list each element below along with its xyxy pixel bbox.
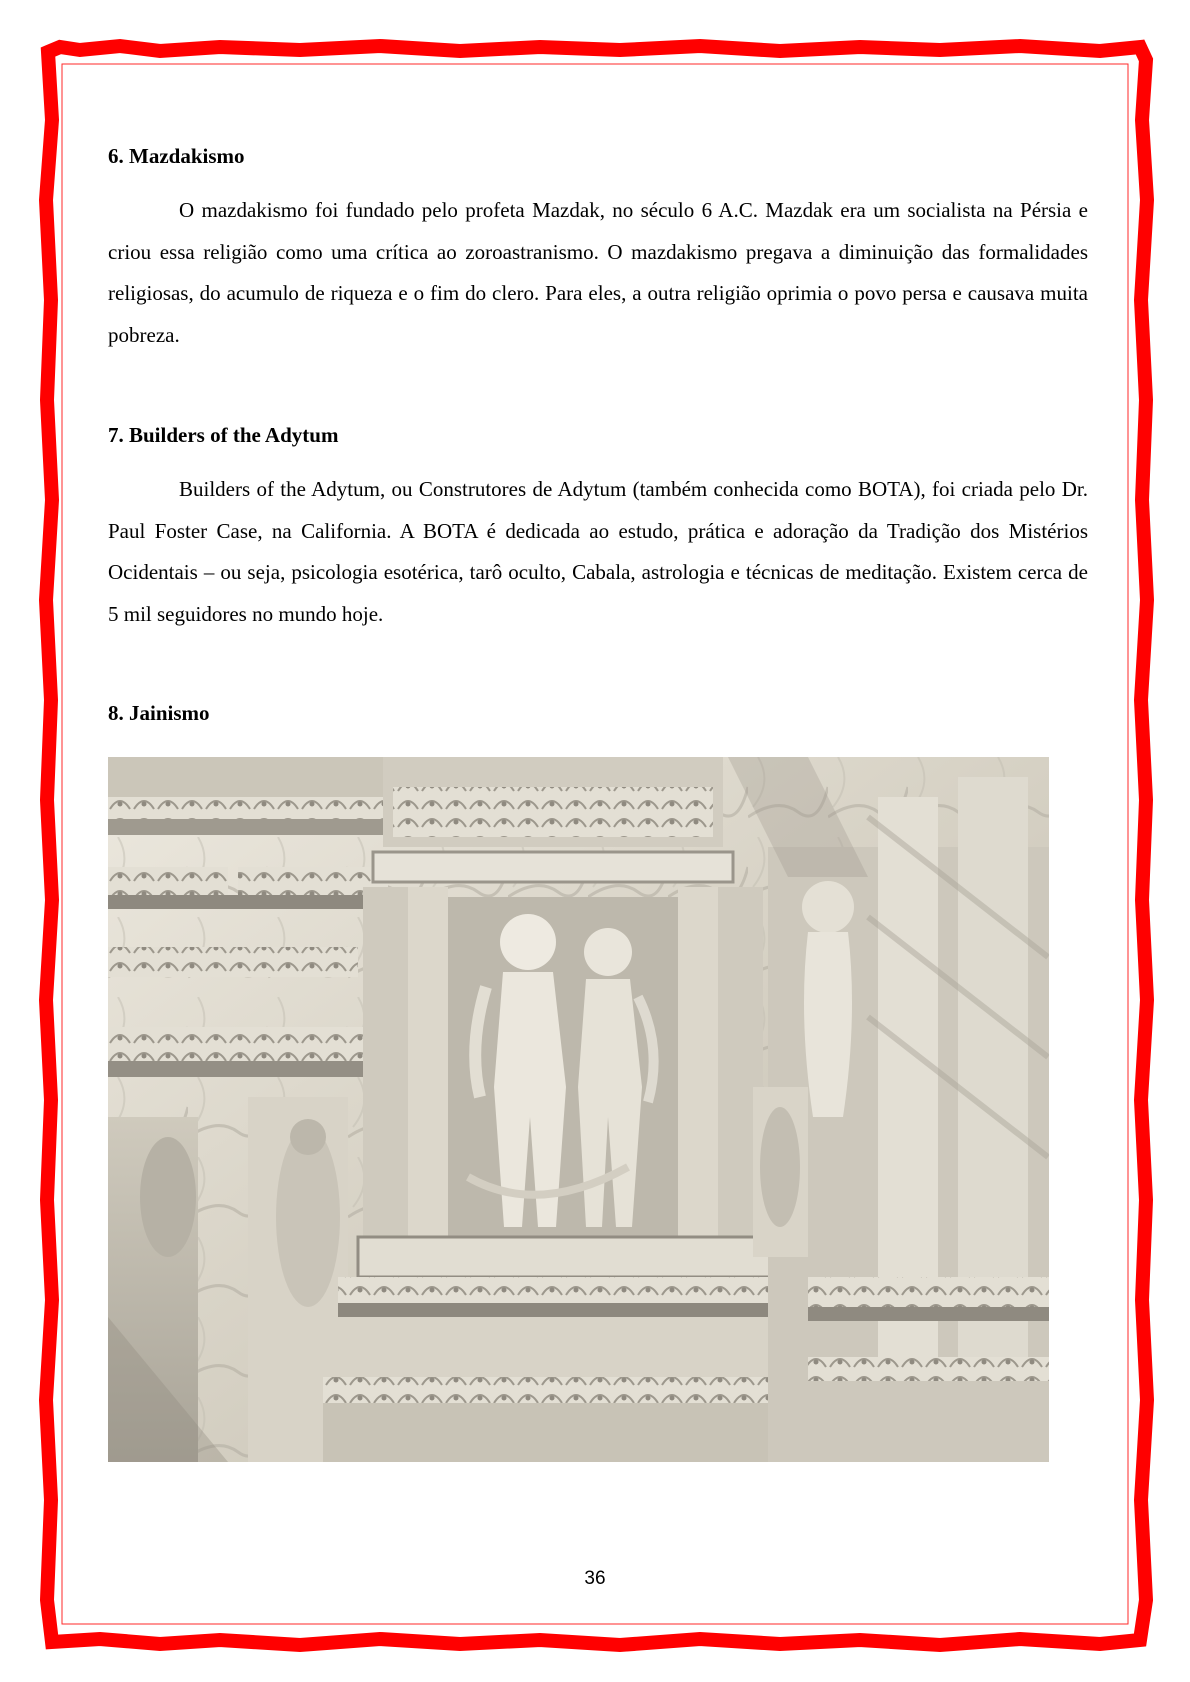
section-builders-of-the-adytum [108, 421, 1088, 635]
section-paragraph: O mazdakismo foi fundado pelo profeta Mazdak, no século 6 A.C. Mazdak era um socialista na Pérsia e criou essa religião como uma crítica ao zoroastranismo. O mazdakismo pregava a diminuição das formalidades religiosas, do acumulo de riqueza e o fim do clero. Para eles, a outra religião oprimia o povo persa e causava muita pobreza. [108, 198, 1088, 347]
section-jainismo [108, 699, 1088, 727]
section-heading: 6. Mazdakismo [108, 144, 245, 168]
section-heading: 8. Jainismo [108, 701, 210, 725]
jain-temple-carving-photo [108, 757, 1049, 1462]
marble-carving-illustration [108, 757, 1049, 1462]
section-paragraph: Builders of the Adytum, ou Construtores de Adytum (também conhecida como BOTA), foi criada pelo Dr. Paul Foster Case, na California. A BOTA é dedicada ao estudo, prática e adoração da Tradição dos Mistérios Ocidentais – ou seja, psicologia esotérica, tarô oculto, Cabala, astrologia e técnicas de meditação. Existem cerca de 5 mil seguidores no mundo hoje. [108, 477, 1088, 626]
section-heading: 7. Builders of the Adytum [108, 423, 339, 447]
page-number: 36 [584, 1568, 606, 1589]
section-mazdakismo [108, 142, 1088, 356]
